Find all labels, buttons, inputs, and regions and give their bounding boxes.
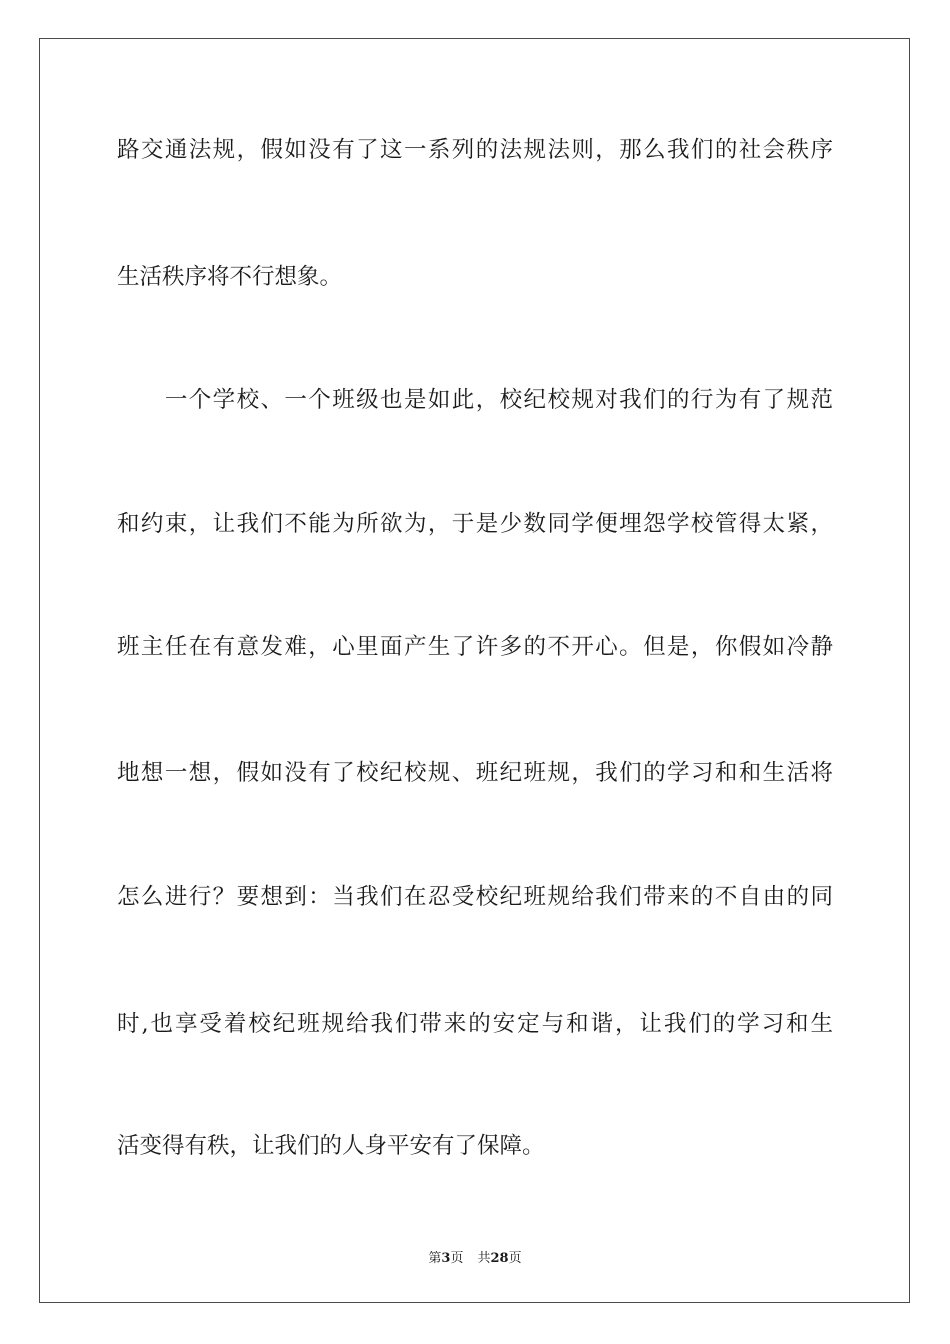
page-border <box>39 38 910 1303</box>
body-text-line-2: 生活秩序将不行想象。 <box>117 264 343 290</box>
page-footer <box>0 1247 950 1266</box>
body-text-line-3: 一个学校、一个班级也是如此，校纪校规对我们的行为有了规范 <box>117 387 833 413</box>
page-suffix: 页 <box>450 1251 464 1266</box>
body-text-line-7: 怎么进行？要想到：当我们在忍受校纪班规给我们带来的不自由的同 <box>117 884 833 910</box>
page-prefix: 第 <box>428 1251 442 1266</box>
body-text-line-6: 地想一想，假如没有了校纪校规、班纪班规，我们的学习和和生活将 <box>117 760 833 786</box>
body-text-line-8: 时,也享受着校纪班规给我们带来的安定与和谐，让我们的学习和生 <box>117 1011 833 1037</box>
total-page-count: 28 <box>490 1251 509 1266</box>
body-text-line-1: 路交通法规，假如没有了这一系列的法规法则，那么我们的社会秩序 <box>117 137 833 163</box>
total-prefix: 共 <box>477 1251 491 1266</box>
body-text-line-4: 和约束，让我们不能为所欲为，于是少数同学便埋怨学校管得太紧， <box>117 511 833 537</box>
body-text-line-5: 班主任在有意发难，心里面产生了许多的不开心。但是，你假如冷静 <box>117 634 833 660</box>
total-suffix: 页 <box>508 1251 522 1266</box>
body-text-line-9: 活变得有秩，让我们的人身平安有了保障。 <box>117 1133 545 1159</box>
current-page-number: 3 <box>441 1251 451 1266</box>
